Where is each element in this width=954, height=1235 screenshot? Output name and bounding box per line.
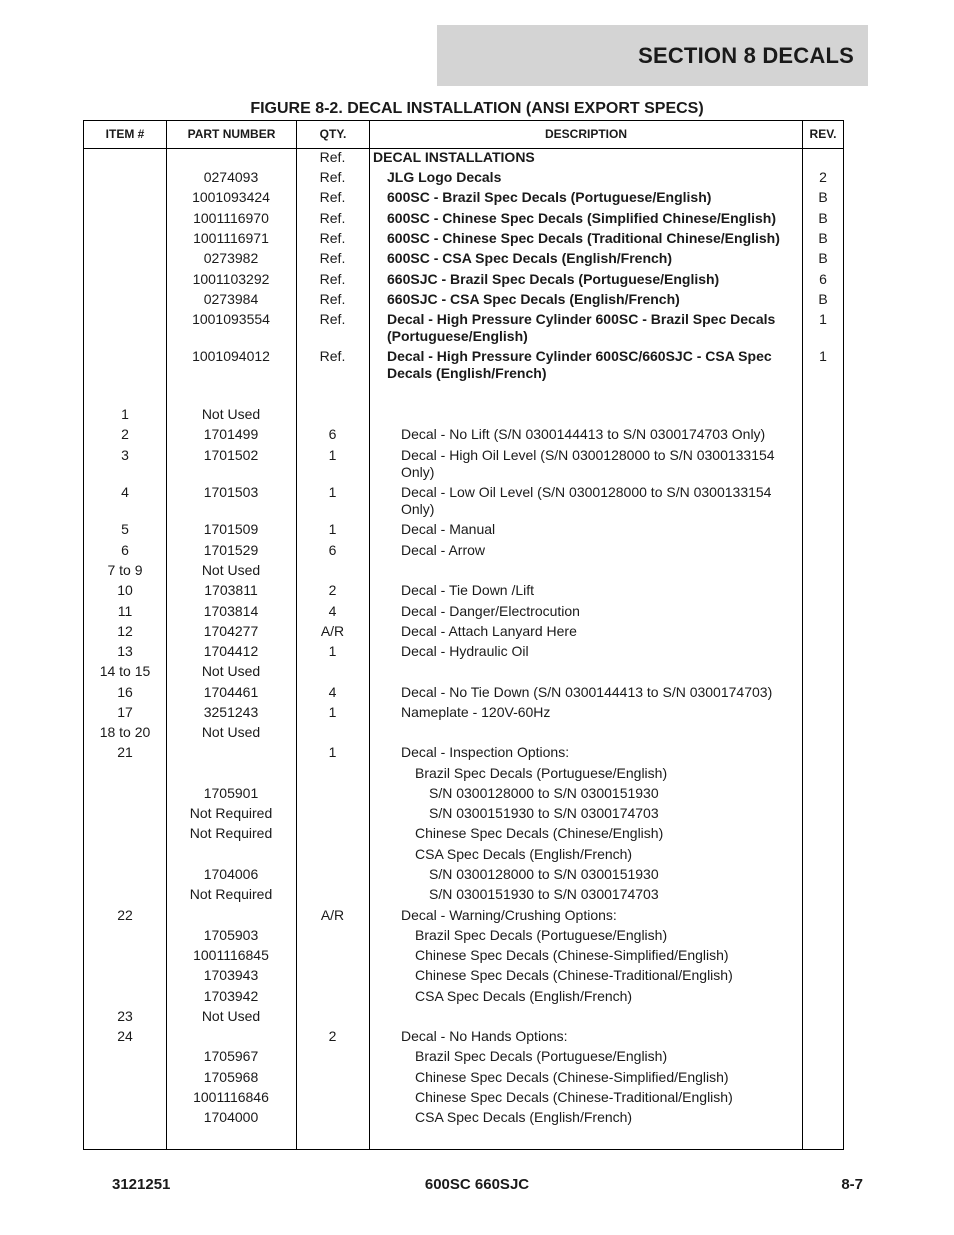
description-cell: Chinese Spec Decals (Chinese-Simplified/English) — [415, 947, 729, 963]
item-number-cell: 22 — [117, 907, 133, 923]
quantity-cell: Ref. — [319, 311, 346, 327]
header-item: ITEM # — [105, 127, 145, 141]
part-number-cell: 0274093 — [203, 169, 259, 185]
part-number-cell: Not Required — [189, 805, 273, 821]
description-cell: Decal - No Hands Options: — [401, 1028, 568, 1044]
part-number-cell: 1001093424 — [192, 189, 270, 205]
description-cell: Decal - No Lift (S/N 0300144413 to S/N 0300174703 Only) — [401, 426, 766, 442]
part-number-cell: 1705903 — [203, 927, 259, 943]
part-number-cell: 1703943 — [203, 967, 259, 983]
description-cell: 660SJC - CSA Spec Decals (English/French) — [387, 291, 680, 307]
item-number-cell: 17 — [117, 704, 133, 720]
part-number-cell: 1705901 — [203, 785, 259, 801]
revision-cell: B — [818, 189, 828, 205]
quantity-cell: 6 — [328, 542, 337, 558]
part-number-cell: 1001103292 — [192, 271, 270, 287]
item-number-cell: 10 — [117, 582, 133, 598]
part-number-cell: 0273984 — [203, 291, 259, 307]
quantity-cell: 2 — [328, 1028, 337, 1044]
description-cell: Decal - Danger/Electrocution — [401, 603, 580, 619]
item-number-cell: 24 — [117, 1028, 133, 1044]
description-cell: 600SC - Chinese Spec Decals (Simplified Chinese/English) — [387, 210, 777, 226]
part-number-cell: 1001094012 — [192, 348, 270, 364]
part-number-cell: 1705968 — [203, 1069, 259, 1085]
quantity-cell: 1 — [328, 484, 337, 500]
description-cell: Chinese Spec Decals (Chinese-Simplified/English) — [415, 1069, 729, 1085]
description-cell: Brazil Spec Decals (Portuguese/English) — [415, 927, 668, 943]
item-number-cell: 3 — [121, 447, 129, 463]
header-description: DESCRIPTION — [544, 127, 627, 141]
footer-model: 600SC 660SJC — [424, 1176, 530, 1193]
part-number-cell: 1701502 — [203, 447, 259, 463]
part-number-cell: 1704006 — [203, 866, 259, 882]
part-number-cell: 1704461 — [203, 684, 259, 700]
quantity-cell: A/R — [320, 623, 345, 639]
description-cell: Decal - Attach Lanyard Here — [401, 623, 577, 639]
quantity-cell: 2 — [328, 582, 337, 598]
description-cell: 660SJC - Brazil Spec Decals (Portuguese/English) — [387, 271, 720, 287]
part-number-cell: 1701503 — [203, 484, 259, 500]
description-cell: S/N 0300128000 to S/N 0300151930 — [429, 785, 659, 801]
description-cell: 600SC - CSA Spec Decals (English/French) — [387, 250, 673, 266]
revision-cell: 1 — [819, 311, 827, 327]
description-cell: Chinese Spec Decals (Chinese/English) — [415, 825, 664, 841]
item-number-cell: 6 — [121, 542, 129, 558]
item-number-cell: 13 — [117, 643, 133, 659]
part-number-cell: 1701509 — [203, 521, 259, 537]
figure-title: FIGURE 8-2. DECAL INSTALLATION (ANSI EXPORT SPECS) — [250, 100, 704, 117]
part-number-cell: 1001093554 — [192, 311, 270, 327]
revision-cell: 6 — [819, 271, 827, 287]
description-cell: JLG Logo Decals — [387, 169, 502, 185]
description-cell: Decal - Hydraulic Oil — [401, 643, 529, 659]
quantity-cell: Ref. — [319, 250, 346, 266]
quantity-cell: 4 — [328, 684, 337, 700]
description-cell: Nameplate - 120V-60Hz — [401, 704, 551, 720]
description-cell: 600SC - Brazil Spec Decals (Portuguese/English) — [387, 189, 712, 205]
quantity-cell: Ref. — [319, 169, 346, 185]
part-number-cell: Not Required — [189, 825, 273, 841]
footer-doc-number: 3121251 — [112, 1176, 171, 1193]
item-number-cell: 18 to 20 — [99, 724, 151, 740]
item-number-cell: 4 — [121, 484, 129, 500]
description-cell: DECAL INSTALLATIONS — [373, 149, 535, 165]
part-number-cell: 3251243 — [203, 704, 259, 720]
part-number-cell: Not Used — [201, 663, 261, 679]
part-number-cell: 1704412 — [203, 643, 259, 659]
description-cell: Brazil Spec Decals (Portuguese/English) — [415, 765, 668, 781]
item-number-cell: 2 — [121, 426, 129, 442]
item-number-cell: 12 — [117, 623, 133, 639]
part-number-cell: Not Required — [189, 886, 273, 902]
description-cell: Decal - High Oil Level (S/N 0300128000 to S/N 0300133154 Only) — [401, 447, 775, 480]
header-qty: QTY. — [319, 127, 347, 141]
item-number-cell: 14 to 15 — [99, 663, 151, 679]
quantity-cell: Ref. — [319, 271, 346, 287]
part-number-cell: Not Used — [201, 724, 261, 740]
item-number-cell: 1 — [121, 406, 129, 422]
section-title: SECTION 8 DECALS — [638, 42, 854, 68]
item-number-cell: 16 — [117, 684, 133, 700]
revision-cell: B — [818, 250, 828, 266]
part-number-cell: 1705967 — [203, 1048, 259, 1064]
description-cell: Decal - No Tie Down (S/N 0300144413 to S/N 0300174703) — [401, 684, 773, 700]
revision-cell: B — [818, 210, 828, 226]
item-number-cell: 11 — [117, 603, 133, 619]
description-cell: Decal - High Pressure Cylinder 600SC - Brazil Spec Decals (Portuguese/English) — [387, 311, 776, 344]
quantity-cell: Ref. — [319, 230, 346, 246]
header-rev: REV. — [809, 127, 837, 141]
part-number-cell: Not Used — [201, 406, 261, 422]
description-cell: CSA Spec Decals (English/French) — [415, 988, 633, 1004]
description-cell: Decal - Manual — [401, 521, 496, 537]
revision-cell: 2 — [819, 169, 827, 185]
part-number-cell: 1704277 — [203, 623, 259, 639]
description-cell: CSA Spec Decals (English/French) — [415, 1109, 633, 1125]
item-number-cell: 23 — [117, 1008, 133, 1024]
quantity-cell: 1 — [328, 704, 337, 720]
part-number-cell: 1704000 — [203, 1109, 259, 1125]
part-number-cell: Not Used — [201, 1008, 261, 1024]
description-cell: Decal - High Pressure Cylinder 600SC/660SJC - CSA Spec Decals (English/French) — [387, 348, 772, 381]
description-cell: Decal - Arrow — [401, 542, 486, 558]
quantity-cell: Ref. — [319, 149, 346, 165]
description-cell: 600SC - Chinese Spec Decals (Traditional Chinese/English) — [387, 230, 780, 246]
quantity-cell: Ref. — [319, 291, 346, 307]
description-cell: Chinese Spec Decals (Chinese-Traditional/English) — [415, 1089, 733, 1105]
description-cell: Decal - Low Oil Level (S/N 0300128000 to S/N 0300133154 Only) — [401, 484, 772, 517]
footer-page-number: 8-7 — [841, 1176, 863, 1193]
part-number-cell: Not Used — [201, 562, 261, 578]
item-number-cell: 7 to 9 — [107, 562, 143, 578]
part-number-cell: 1701529 — [203, 542, 259, 558]
part-number-cell: 0273982 — [203, 250, 259, 266]
description-cell: Decal - Inspection Options: — [401, 744, 570, 760]
part-number-cell: 1001116971 — [193, 230, 269, 246]
part-number-cell: 1703814 — [203, 603, 259, 619]
quantity-cell: Ref. — [319, 348, 346, 364]
part-number-cell: 1001116970 — [193, 210, 269, 226]
quantity-cell: 1 — [328, 447, 337, 463]
description-cell: S/N 0300128000 to S/N 0300151930 — [429, 866, 659, 882]
quantity-cell: Ref. — [319, 189, 346, 205]
section-header — [437, 25, 868, 86]
description-cell: Chinese Spec Decals (Chinese-Traditional/English) — [415, 967, 733, 983]
column-divider — [369, 120, 370, 1150]
quantity-cell: 1 — [328, 521, 337, 537]
description-cell: Decal - Tie Down /Lift — [401, 582, 535, 598]
header-part-number: PART NUMBER — [187, 127, 276, 141]
part-number-cell: 1703942 — [203, 988, 259, 1004]
revision-cell: 1 — [819, 348, 827, 364]
description-cell: Brazil Spec Decals (Portuguese/English) — [415, 1048, 668, 1064]
revision-cell: B — [818, 230, 828, 246]
part-number-cell: 1701499 — [203, 426, 259, 442]
item-number-cell: 21 — [117, 744, 133, 760]
quantity-cell: 6 — [328, 426, 337, 442]
quantity-cell: A/R — [320, 907, 345, 923]
description-cell: Decal - Warning/Crushing Options: — [401, 907, 617, 923]
quantity-cell: Ref. — [319, 210, 346, 226]
description-cell: CSA Spec Decals (English/French) — [415, 846, 633, 862]
part-number-cell: 1001116845 — [193, 947, 269, 963]
quantity-cell: 1 — [328, 643, 337, 659]
part-number-cell: 1001116846 — [193, 1089, 269, 1105]
revision-cell: B — [818, 291, 828, 307]
description-cell: S/N 0300151930 to S/N 0300174703 — [429, 886, 659, 902]
description-cell: S/N 0300151930 to S/N 0300174703 — [429, 805, 659, 821]
quantity-cell: 1 — [328, 744, 337, 760]
item-number-cell: 5 — [121, 521, 129, 537]
part-number-cell: 1703811 — [204, 582, 258, 598]
quantity-cell: 4 — [328, 603, 337, 619]
